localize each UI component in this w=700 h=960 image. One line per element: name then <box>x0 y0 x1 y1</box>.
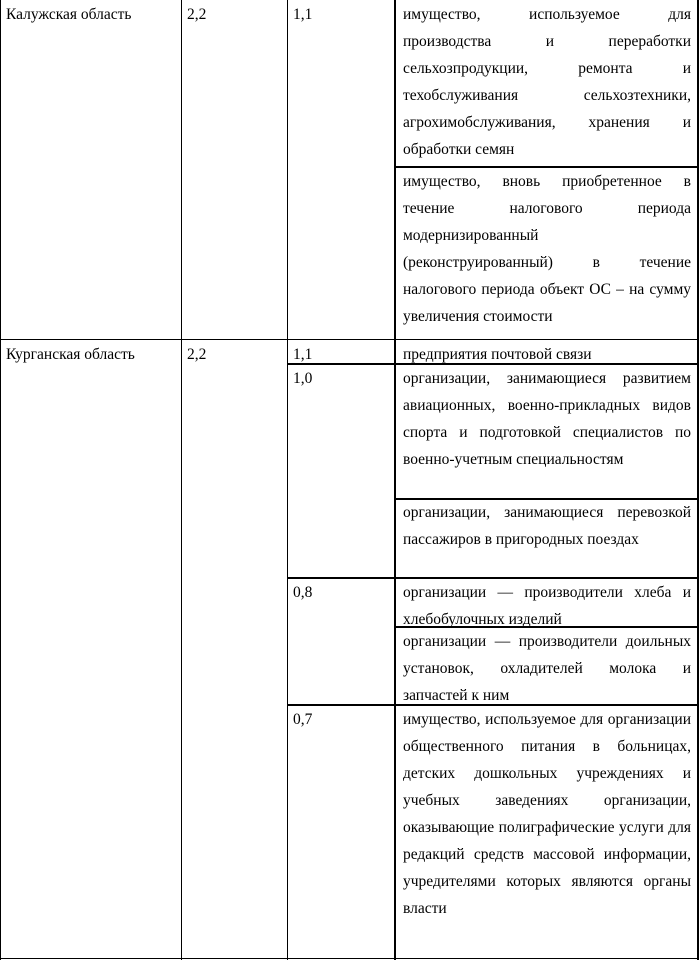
benefit-description: имущество, вновь приобретенное в течение налогового периода модернизированный (реконструированный) в течение налогового периода объект ОС – на сумму увеличения стоимости <box>403 173 691 325</box>
table-border-right <box>697 0 699 960</box>
table-border-left <box>0 0 1 960</box>
benefit-description: предприятия почтовой связи <box>403 346 592 363</box>
base-rate: 2,2 <box>187 6 207 23</box>
benefit-description: организации — производители хлеба и хлебобулочных изделий <box>403 584 691 628</box>
benefit-description: организации, занимающиеся развитием авиационных, военно-прикладных видов спорта и подготовкой специалистов по военно-учетным специальностям <box>403 370 691 468</box>
column-divider-rate <box>181 0 182 960</box>
benefit-description: имущество, используемое для производства и переработки сельхозпродукции, ремонта и техобслуживания сельхозтехники, агрохимобслуживания, хранения и обработки семян <box>403 6 691 158</box>
reduced-rate: 1,0 <box>293 370 313 387</box>
benefit-description: организации, занимающиеся перевозкой пассажиров в пригородных поездах <box>403 504 691 548</box>
benefit-description: имущество, используемое для организации общественного питания в больницах, детских дошкольных учреждениях и учебных заведениях организации, оказывающие полиграфические услуги для редакций средств массовой информации, учредителями которых являются органы власти <box>403 711 691 917</box>
reduced-rate: 0,8 <box>293 584 313 601</box>
reduced-rate: 1,1 <box>293 346 313 363</box>
region-name: Курганская область <box>6 346 135 363</box>
base-rate: 2,2 <box>187 346 207 363</box>
reduced-rate: 0,7 <box>293 711 313 728</box>
column-divider-reduced-rate <box>287 0 288 960</box>
table-border-bottom <box>0 958 699 959</box>
region-name: Калужская область <box>6 6 132 23</box>
reduced-rate: 1,1 <box>293 6 313 23</box>
column-divider-description <box>394 0 396 960</box>
benefit-description: организации — производители доильных установок, охладителей молока и запчастей к ним <box>403 633 691 704</box>
